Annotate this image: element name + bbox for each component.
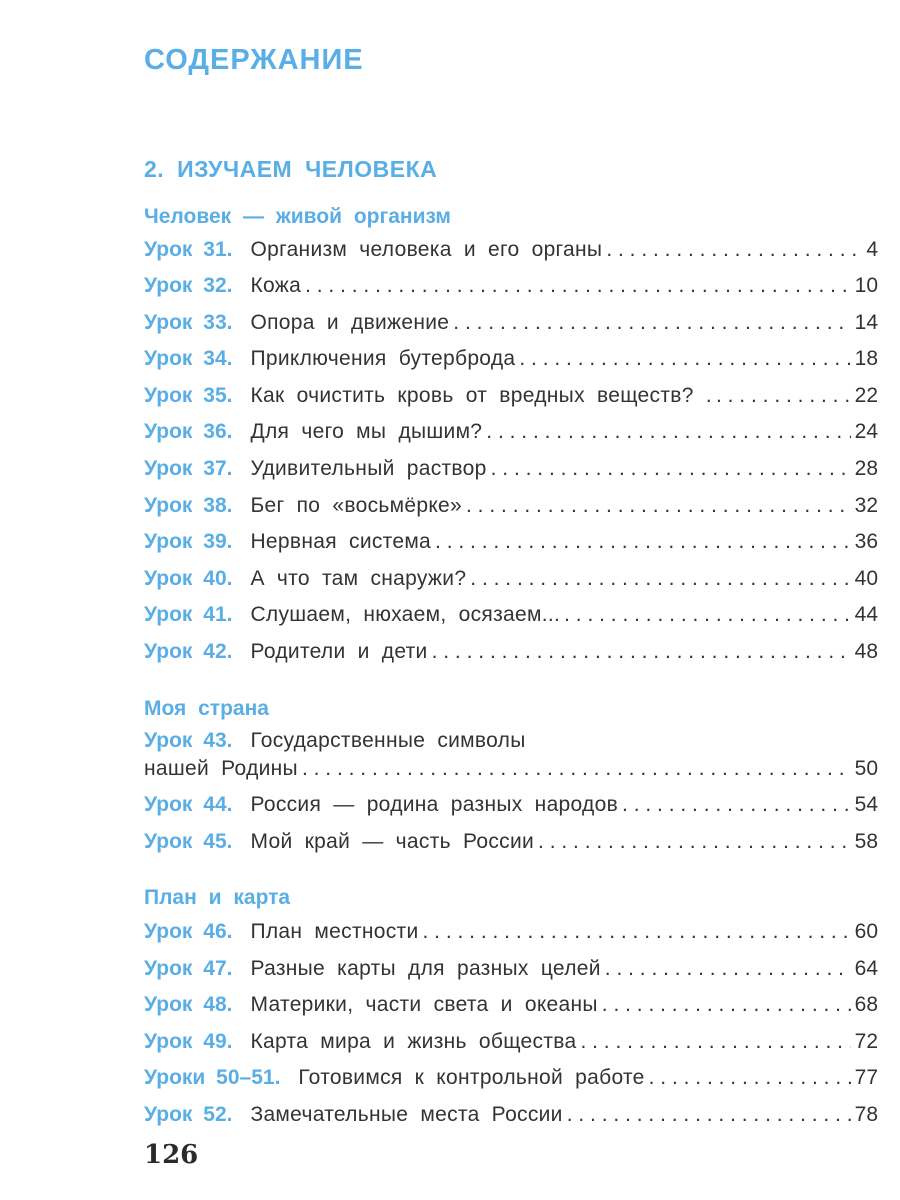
- lesson-topic: Опора и движение: [250, 311, 450, 334]
- dot-leader: [423, 920, 851, 944]
- lesson-topic: Карта мира и жизнь общества: [250, 1030, 577, 1053]
- lesson-topic: Организм человека и его органы: [250, 238, 603, 261]
- dot-leader: [538, 830, 851, 854]
- lesson-number: Урок 42.: [144, 640, 233, 663]
- lesson-topic: Готовимся к контрольной работе: [298, 1066, 645, 1089]
- lesson-number: Урок 33.: [144, 311, 233, 334]
- toc-entry[interactable]: [144, 457, 878, 487]
- page-ref: 28: [854, 457, 878, 480]
- toc-entry[interactable]: [144, 729, 878, 759]
- lesson-topic: Для чего мы дышим?: [250, 420, 483, 443]
- lesson-number: Урок 46.: [144, 920, 233, 943]
- lesson-number: Уроки 50–51.: [144, 1066, 281, 1089]
- lesson-number: Урок 49.: [144, 1030, 233, 1053]
- dot-leader: [649, 1066, 851, 1090]
- lesson-topic: Государственные символы: [250, 729, 526, 752]
- lesson-topic: Кожа: [250, 274, 302, 297]
- page-number: 126: [144, 1140, 199, 1170]
- dot-leader: [580, 1030, 850, 1054]
- page-ref: 58: [854, 830, 878, 853]
- lesson-number: Урок 48.: [144, 993, 233, 1016]
- toc-entry[interactable]: [144, 793, 878, 823]
- lesson-number: Урок 34.: [144, 347, 233, 370]
- page-ref: 72: [854, 1030, 878, 1053]
- toc-entry[interactable]: [144, 957, 878, 987]
- lesson-topic: Как очистить кровь от вредных веществ? .: [250, 384, 712, 407]
- dot-leader: [519, 347, 850, 371]
- group-title-my-country: Моя страна: [144, 697, 269, 720]
- toc-entry-continuation[interactable]: [144, 757, 878, 787]
- toc-entry[interactable]: [144, 830, 878, 860]
- page-ref: 54: [854, 793, 878, 816]
- dot-leader: [432, 640, 851, 664]
- lesson-number: Урок 38.: [144, 494, 233, 517]
- page-ref: 36: [854, 530, 878, 553]
- lesson-number: Урок 32.: [144, 274, 233, 297]
- page-title: СОДЕРЖАНИЕ: [144, 44, 364, 76]
- page-ref: 10: [854, 274, 878, 297]
- toc-entry[interactable]: [144, 420, 878, 450]
- lesson-topic: Приключения бутерброда: [250, 347, 516, 370]
- group-title-plan-and-map: План и карта: [144, 886, 291, 909]
- dot-leader: [606, 238, 862, 262]
- toc-entry[interactable]: [144, 603, 878, 633]
- page-ref: 64: [854, 957, 878, 980]
- dot-leader: [466, 494, 851, 518]
- lesson-topic: Материки, части света и океаны: [250, 993, 598, 1016]
- lesson-number: Урок 47.: [144, 957, 233, 980]
- page-ref: 4: [866, 238, 878, 261]
- lesson-topic: Родители и дети: [250, 640, 428, 663]
- toc-entry[interactable]: [144, 238, 878, 268]
- lesson-topic-line2: нашей Родины: [144, 757, 298, 780]
- page-ref: 68: [854, 993, 878, 1016]
- toc-entry[interactable]: [144, 1103, 878, 1133]
- page-ref: 14: [854, 311, 878, 334]
- toc-entry[interactable]: [144, 993, 878, 1023]
- page-ref: 48: [854, 640, 878, 663]
- toc-entry[interactable]: [144, 920, 878, 950]
- lesson-number: Урок 31.: [144, 238, 233, 261]
- lesson-topic: Слушаем, нюхаем, осязаем...: [250, 603, 561, 626]
- dot-leader: [602, 993, 851, 1017]
- page-ref: 22: [854, 384, 878, 407]
- dot-leader: [716, 384, 851, 408]
- lesson-number: Урок 52.: [144, 1103, 233, 1126]
- page-ref: 44: [854, 603, 878, 626]
- section-title: 2. ИЗУЧАЕМ ЧЕЛОВЕКА: [144, 156, 438, 182]
- dot-leader: [305, 274, 851, 298]
- dot-leader: [486, 420, 850, 444]
- lesson-topic: План местности: [250, 920, 419, 943]
- lesson-topic: Замечательные места России: [250, 1103, 563, 1126]
- toc-entry[interactable]: [144, 311, 878, 341]
- toc-entry[interactable]: [144, 1030, 878, 1060]
- page-ref: 24: [854, 420, 878, 443]
- page-ref: 18: [854, 347, 878, 370]
- lesson-number: Урок 43.: [144, 729, 233, 752]
- lesson-topic: Россия — родина разных народов: [250, 793, 619, 816]
- page-ref: 78: [854, 1103, 878, 1126]
- group-title-human-body: Человек — живой организм: [144, 205, 451, 228]
- page-ref: 40: [854, 567, 878, 590]
- lesson-number: Урок 41.: [144, 603, 233, 626]
- toc-entry[interactable]: [144, 1066, 878, 1096]
- toc-entry[interactable]: [144, 274, 878, 304]
- lesson-number: Урок 39.: [144, 530, 233, 553]
- lesson-topic: Нервная система: [250, 530, 432, 553]
- page-ref: 77: [854, 1066, 878, 1089]
- lesson-number: Урок 45.: [144, 830, 233, 853]
- toc-entry[interactable]: [144, 530, 878, 560]
- dot-leader: [622, 793, 851, 817]
- lesson-number: Урок 37.: [144, 457, 233, 480]
- dot-leader: [470, 567, 850, 591]
- toc-entry[interactable]: [144, 384, 878, 414]
- lesson-topic: Бег по «восьмёрке»: [250, 494, 463, 517]
- lesson-number: Урок 35.: [144, 384, 233, 407]
- dot-leader: [435, 530, 851, 554]
- dot-leader: [564, 603, 851, 627]
- lesson-topic: Разные карты для разных целей: [250, 957, 601, 980]
- page-ref: 50: [854, 757, 878, 780]
- dot-leader: [605, 957, 851, 981]
- dot-leader: [302, 757, 851, 781]
- toc-entry[interactable]: [144, 494, 878, 524]
- dot-leader: [567, 1103, 851, 1127]
- lesson-number: Урок 44.: [144, 793, 233, 816]
- toc-entry[interactable]: [144, 640, 878, 670]
- toc-entry[interactable]: [144, 567, 878, 597]
- lesson-number: Урок 36.: [144, 420, 233, 443]
- page-ref: 60: [854, 920, 878, 943]
- dot-leader: [453, 311, 850, 335]
- lesson-topic: Мой край — часть России: [250, 830, 535, 853]
- page-ref: 32: [854, 494, 878, 517]
- lesson-topic: Удивительный раствор: [250, 457, 487, 480]
- lesson-number: Урок 40.: [144, 567, 233, 590]
- lesson-topic: А что там снаружи?: [250, 567, 467, 590]
- dot-leader: [491, 457, 851, 481]
- toc-entry[interactable]: [144, 347, 878, 377]
